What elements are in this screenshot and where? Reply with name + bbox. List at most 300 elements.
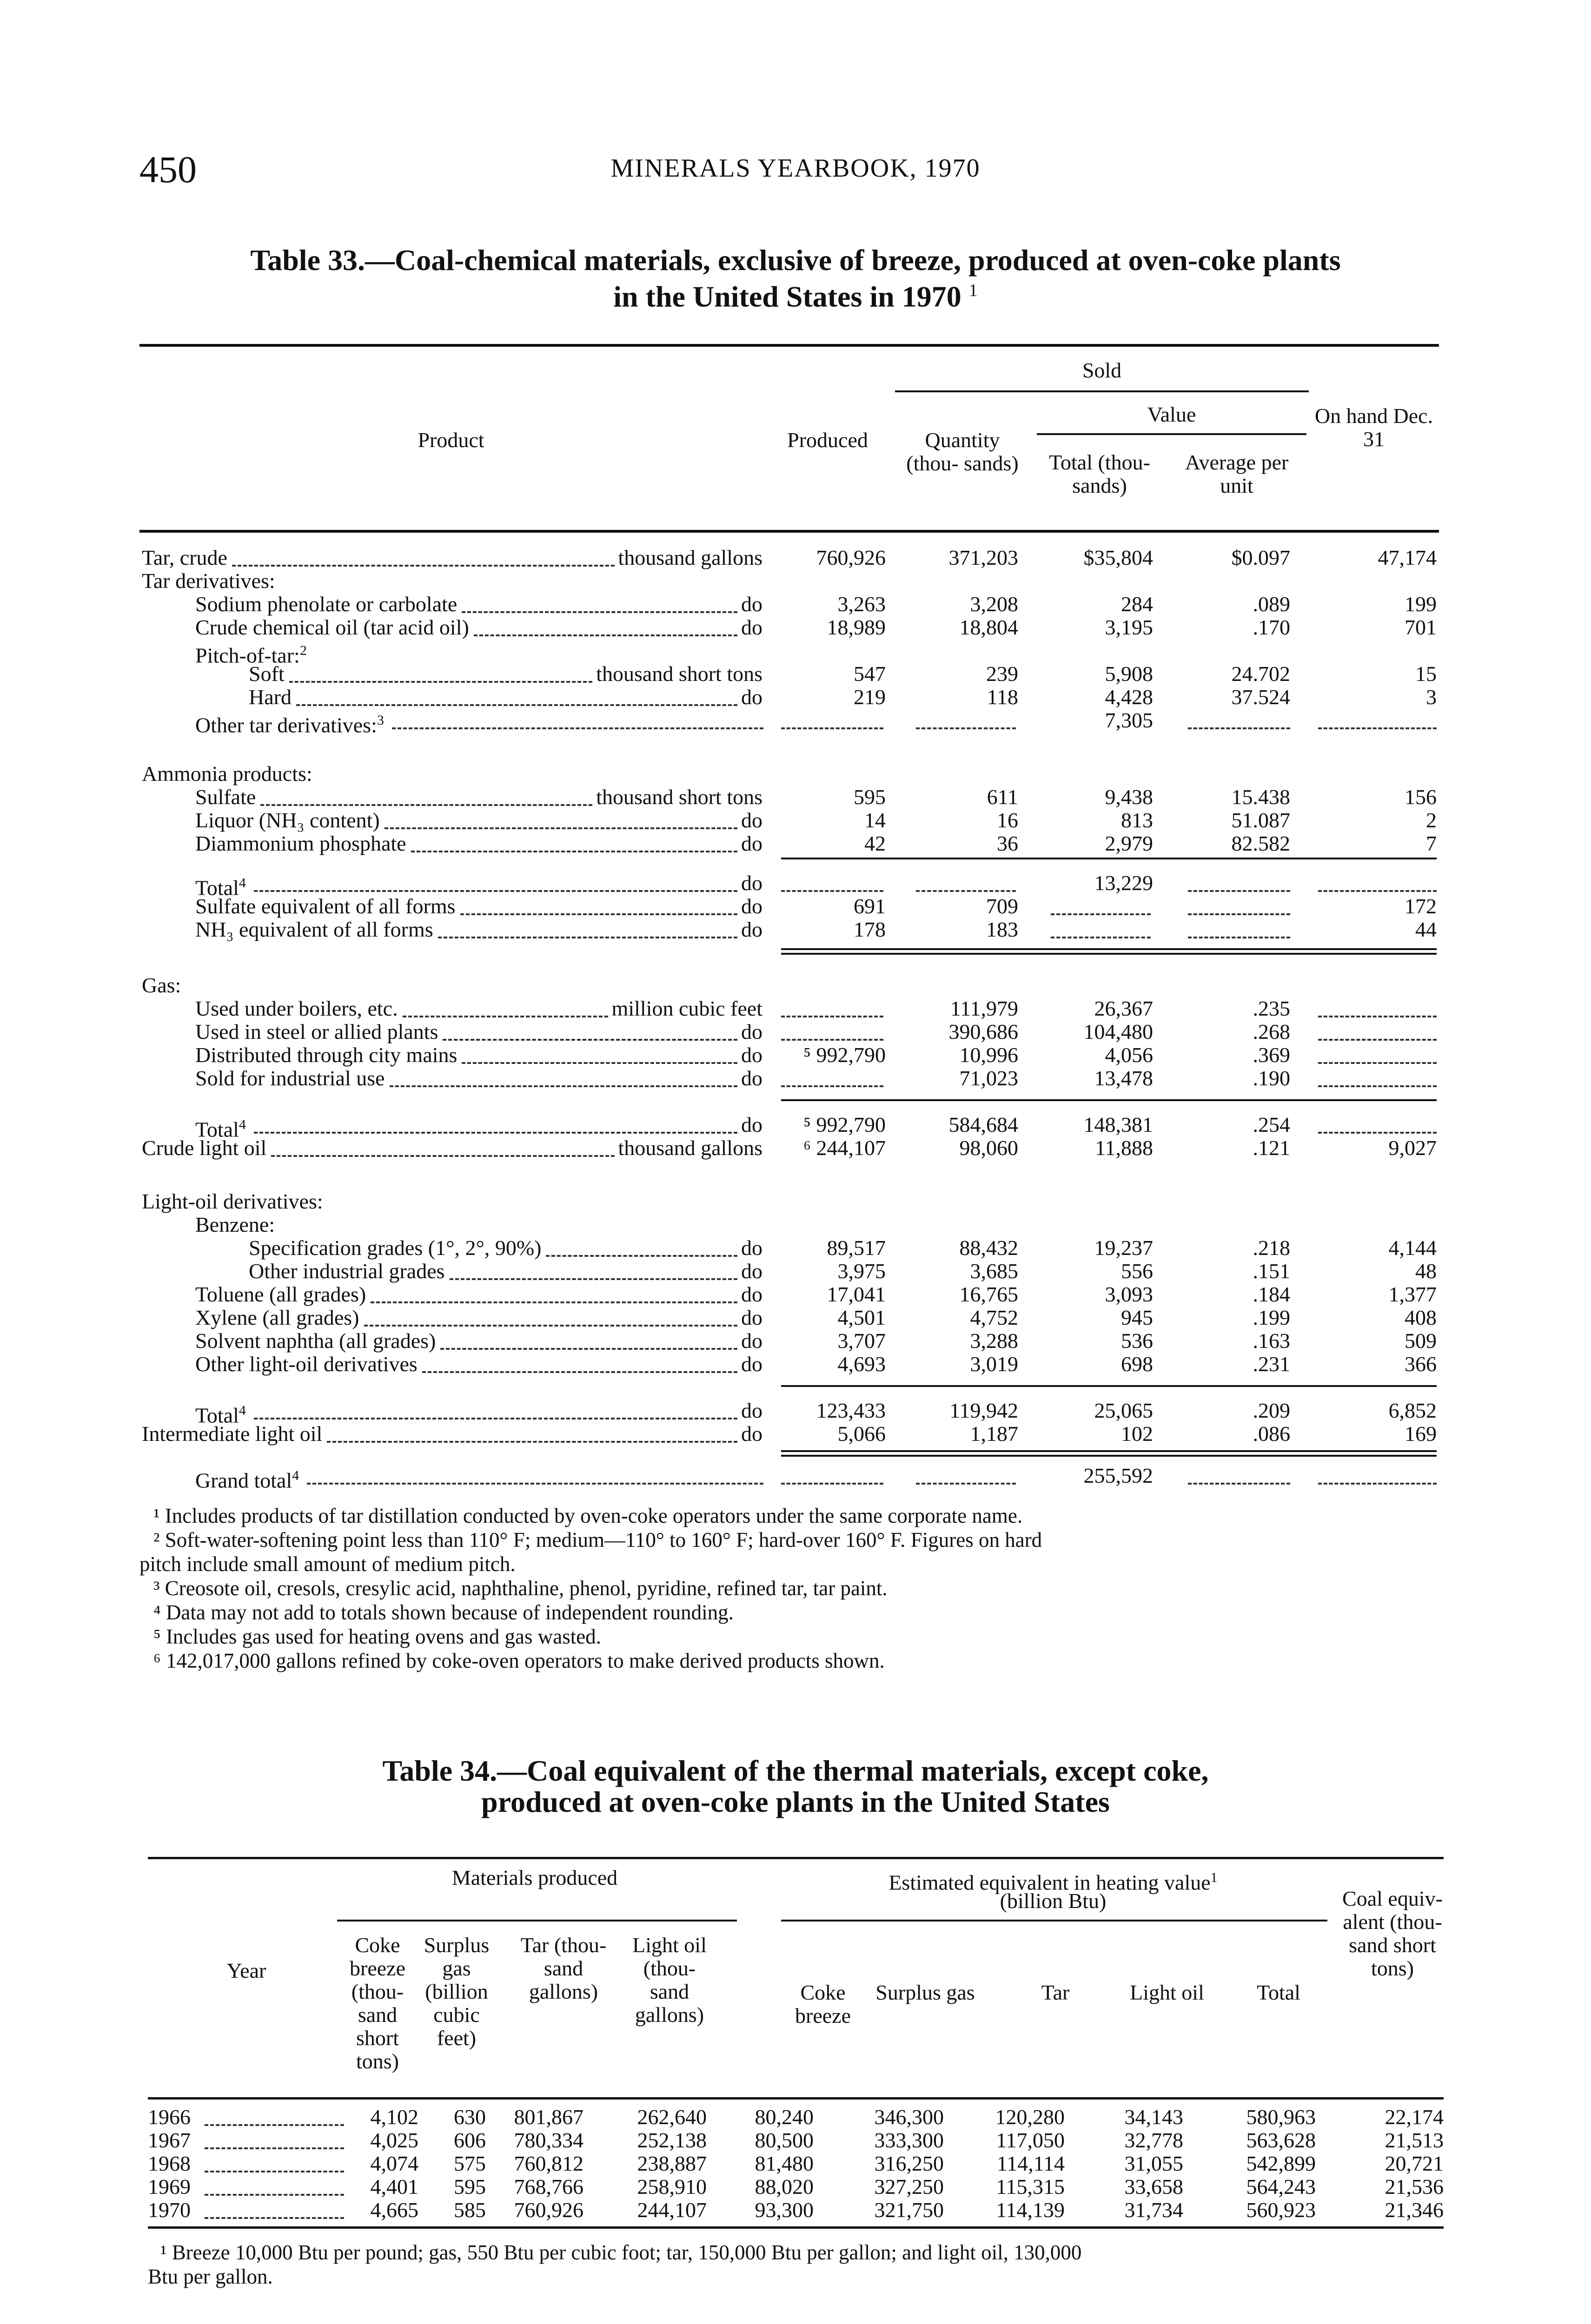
cell: 258,910 (637, 2175, 707, 2199)
cell-produced: 760,926 (816, 546, 886, 569)
cell: 244,107 (637, 2198, 707, 2222)
row-label: Diammonium phosphate (195, 832, 406, 855)
dot-leader (392, 727, 763, 729)
row-unit: thousand short tons (596, 785, 762, 809)
row-unit: do (741, 1259, 762, 1283)
cell-produced: 14 (864, 808, 886, 832)
running-title: MINERALS YEARBOOK, 1970 (610, 154, 981, 183)
cell: 88,020 (755, 2175, 814, 2199)
cell: 563,628 (1246, 2128, 1316, 2152)
dot-leader (384, 827, 737, 829)
header-bottom-rule (148, 2097, 1444, 2100)
cell-average: .231 (1253, 1352, 1290, 1376)
row-year: 1969 (148, 2175, 191, 2199)
row-label: Sulfate (195, 785, 256, 809)
row-unit: million cubic feet (611, 997, 762, 1020)
row-unit: do (741, 1020, 762, 1043)
row-unit: do (741, 1399, 762, 1422)
cell-produced: 89,517 (827, 1236, 886, 1260)
cell-onhand: 199 (1405, 592, 1437, 616)
cell-total: 698 (1121, 1352, 1153, 1376)
cell: 32,778 (1124, 2128, 1183, 2152)
sep-rule (781, 1450, 1437, 1452)
cell-onhand: 7 (1426, 832, 1437, 855)
cell: 21,513 (1385, 2128, 1444, 2152)
sep-rule (781, 953, 1437, 955)
cell-onhand: 172 (1405, 894, 1437, 918)
row-label: Used under boilers, etc. (195, 997, 398, 1020)
cell-quantity: 88,432 (959, 1236, 1018, 1260)
cell: 760,812 (514, 2152, 583, 2175)
dot-leader (296, 704, 737, 706)
footnote: ³ Creosote oil, cresols, cresylic acid, naphthaline, phenol, pyridine, refined tar, tar paint. (153, 1577, 888, 1600)
row-label: Solvent naphtha (all grades) (195, 1329, 436, 1353)
header-quantity: Quantity (thou- sands) (906, 428, 1019, 475)
row-label: Benzene: (195, 1213, 275, 1236)
cell: 93,300 (755, 2198, 814, 2222)
row-label: Grand total$^4$ (195, 1468, 299, 1492)
cell-total: 3,093 (1105, 1282, 1153, 1306)
dot-leader (254, 1132, 737, 1134)
footnote: ¹ Includes products of tar distillation conducted by oven-coke operators under the same corporate name. (153, 1504, 1023, 1527)
cell-total: 813 (1121, 808, 1153, 832)
row-unit: do (741, 1282, 762, 1306)
row-label: Specification grades (1°, 2°, 90%) (249, 1236, 542, 1260)
cell: 4,025 (370, 2128, 418, 2152)
row-label: Xylene (all grades) (195, 1306, 359, 1329)
row-year: 1968 (148, 2152, 191, 2175)
caption-footnote-ref: 1 (968, 281, 978, 300)
cell-total: 7,305 (1105, 708, 1153, 732)
dot-leader (781, 1483, 883, 1485)
cell: 262,640 (637, 2105, 707, 2129)
cell: 4,665 (370, 2198, 418, 2222)
cell-quantity: 3,019 (970, 1352, 1018, 1376)
dot-leader (289, 681, 593, 683)
cell-quantity: 18,804 (959, 615, 1018, 639)
cell: 760,926 (514, 2198, 583, 2222)
row-unit: do (741, 894, 762, 918)
cell: 252,138 (637, 2128, 707, 2152)
cell-onhand: 9,027 (1388, 1136, 1437, 1160)
cell: 80,240 (755, 2105, 814, 2129)
cell-produced: 219 (854, 685, 886, 709)
cell-quantity: 71,023 (959, 1066, 1018, 1090)
cell: 33,658 (1124, 2175, 1183, 2199)
dot-leader (1318, 1085, 1437, 1087)
row-unit: do (741, 808, 762, 832)
header-product: Product (418, 428, 484, 452)
cell-quantity: 16 (997, 808, 1018, 832)
cell: 120,280 (995, 2105, 1065, 2129)
cell: 560,923 (1246, 2198, 1316, 2222)
page-number: 450 (139, 148, 197, 191)
cell-quantity: 239 (986, 662, 1018, 686)
cell-quantity: 119,942 (949, 1399, 1018, 1422)
dot-leader (390, 1085, 737, 1087)
table33-caption-line1: Table 33.—Coal-chemical materials, exclusive of breeze, produced at oven-coke plants (250, 244, 1341, 277)
cell-produced: 4,693 (837, 1352, 886, 1376)
cell: 20,721 (1385, 2152, 1444, 2175)
footnote-ref: 4 (239, 875, 246, 891)
cell-onhand: 408 (1405, 1306, 1437, 1329)
cell: 346,300 (874, 2105, 944, 2129)
cell-total: 13,478 (1094, 1066, 1153, 1090)
cell: 4,102 (370, 2105, 418, 2129)
cell: 321,750 (874, 2198, 944, 2222)
header-materials: Materials produced (451, 1866, 618, 1889)
cell-total: 255,592 (1083, 1464, 1153, 1487)
dot-leader (364, 1325, 737, 1327)
cell-produced: ⁵ 992,790 (803, 1043, 886, 1067)
header-materials-col: Light oil (thou- sand gallons) (632, 1933, 707, 2027)
cell-onhand: 15 (1415, 662, 1437, 686)
dot-leader (1318, 1062, 1437, 1064)
cell-quantity: 10,996 (959, 1043, 1018, 1067)
row-unit: do (741, 832, 762, 855)
cell: 22,174 (1385, 2105, 1444, 2129)
row-label: Other industrial grades (249, 1259, 445, 1283)
row-label: Total$^4$ (195, 875, 246, 900)
sep-rule (781, 1099, 1437, 1101)
cell: 580,963 (1246, 2105, 1316, 2129)
row-unit: thousand gallons (618, 546, 762, 569)
footnote-ref: 2 (299, 643, 307, 658)
cell: 595 (454, 2175, 486, 2199)
cell-quantity: 709 (986, 894, 1018, 918)
footnote: ⁴ Data may not add to totals shown because of independent rounding. (153, 1601, 734, 1624)
cell: 4,074 (370, 2152, 418, 2175)
row-label: Used in steel or allied plants (195, 1020, 438, 1043)
row-label: Sulfate equivalent of all forms (195, 894, 456, 918)
cell: 780,334 (514, 2128, 583, 2152)
cell-average: 24.702 (1231, 662, 1290, 686)
cell: 117,050 (996, 2128, 1065, 2152)
cell-total: 19,237 (1094, 1236, 1153, 1260)
cell-average: .254 (1253, 1113, 1290, 1136)
cell: 606 (454, 2128, 486, 2152)
cell-produced: 547 (854, 662, 886, 686)
sold-rule (895, 390, 1309, 392)
cell-quantity: 584,684 (948, 1113, 1018, 1136)
cell-average: .369 (1253, 1043, 1290, 1067)
cell-produced: ⁶ 244,107 (803, 1136, 886, 1160)
cell-average: $0.097 (1231, 546, 1290, 569)
cell: 114,114 (996, 2152, 1065, 2175)
cell-produced: 4,501 (837, 1306, 886, 1329)
dot-leader (1318, 727, 1437, 729)
cell-average: .121 (1253, 1136, 1290, 1160)
cell-produced: ⁵ 992,790 (803, 1113, 886, 1136)
value-rule (1037, 433, 1306, 435)
cell-quantity: 390,686 (948, 1020, 1018, 1043)
dot-leader (1318, 890, 1437, 892)
row-label: Tar, crude (142, 546, 227, 569)
cell-quantity: 1,187 (970, 1422, 1018, 1446)
cell: 575 (454, 2152, 486, 2175)
footnote-ref: 1 (1210, 1870, 1218, 1885)
cell-produced: 178 (854, 918, 886, 941)
footnote: ² Soft-water-softening point less than 110° F; medium—110° to 160° F; hard-over 160° F. Figures on hard (153, 1528, 1042, 1552)
dot-leader (1051, 937, 1151, 938)
row-unit: do (741, 1352, 762, 1376)
dot-leader (260, 804, 592, 806)
row-label: Tar derivatives: (142, 569, 275, 593)
footnote: Btu per gallon. (148, 2265, 273, 2288)
row-label: Intermediate light oil (142, 1422, 323, 1446)
dot-leader (307, 1483, 763, 1485)
cell: 81,480 (755, 2152, 814, 2175)
cell-quantity: 371,203 (948, 546, 1018, 569)
cell-quantity: 118 (987, 685, 1018, 709)
dot-leader (1318, 1132, 1437, 1134)
cell-onhand: 44 (1415, 918, 1437, 941)
cell: 768,766 (514, 2175, 583, 2199)
footnote: ¹ Breeze 10,000 Btu per pound; gas, 550 Btu per cubic foot; tar, 150,000 Btu per gallon; and light oil, 130,000 (160, 2241, 1082, 2264)
header-estimated-col: Light oil (1130, 1981, 1204, 2004)
cell-average: .190 (1253, 1066, 1290, 1090)
cell-onhand: 509 (1405, 1329, 1437, 1353)
cell-average: .209 (1253, 1399, 1290, 1422)
cell: 630 (454, 2105, 486, 2129)
row-unit: do (741, 1329, 762, 1353)
cell-produced: 123,433 (816, 1399, 886, 1422)
cell-total: 25,065 (1094, 1399, 1153, 1422)
row-label: Liquor (NH₃ content) (195, 808, 380, 832)
header-total: Total (thou- sands) (1049, 450, 1150, 497)
cell-total: 104,480 (1083, 1020, 1153, 1043)
footnote: pitch include small amount of medium pitch. (139, 1552, 516, 1576)
cell-onhand: 2 (1426, 808, 1437, 832)
dot-leader (271, 1155, 614, 1157)
dot-leader (327, 1441, 737, 1443)
cell-onhand: 4,144 (1388, 1236, 1437, 1260)
header-estimated-col: Total (1257, 1981, 1300, 2004)
cell-produced: 5,066 (837, 1422, 886, 1446)
cell: 316,250 (874, 2152, 944, 2175)
cell-total: 102 (1121, 1422, 1153, 1446)
table34-top-rule (148, 1857, 1444, 1859)
row-unit: thousand gallons (618, 1136, 762, 1160)
row-unit: do (741, 1422, 762, 1446)
cell-average: .170 (1253, 615, 1290, 639)
cell-produced: 18,989 (827, 615, 886, 639)
row-label: Crude light oil (142, 1136, 267, 1160)
footnote-ref: 4 (239, 1403, 246, 1418)
header-year: Year (226, 1959, 266, 1982)
cell-total: 945 (1121, 1306, 1153, 1329)
header-value: Value (1147, 403, 1196, 426)
header-estimated-col: Coke breeze (795, 1981, 851, 2027)
cell-onhand: 3 (1426, 685, 1437, 709)
dot-leader (1188, 727, 1290, 729)
cell-total: 284 (1121, 592, 1153, 616)
row-label: Total$^4$ (195, 1117, 246, 1142)
footnote-ref: 4 (239, 1117, 246, 1132)
cell-total: 9,438 (1105, 785, 1153, 809)
row-label: Total$^4$ (195, 1403, 246, 1427)
table34-bottom-rule (148, 2226, 1444, 2229)
sep-rule (781, 948, 1437, 950)
dot-leader (1188, 1483, 1290, 1485)
row-label: Other tar derivatives:$^3$ (195, 713, 384, 737)
sep-rule (781, 858, 1437, 859)
dot-leader (1318, 1016, 1437, 1017)
dot-leader (254, 1418, 737, 1419)
row-year: 1967 (148, 2128, 191, 2152)
cell-total: 148,381 (1083, 1113, 1153, 1136)
cell: 31,055 (1124, 2152, 1183, 2175)
estimated-label: Estimated equivalent in heating value (888, 1870, 1211, 1895)
cell-onhand: 48 (1415, 1259, 1437, 1283)
cell: 4,401 (370, 2175, 418, 2199)
cell-total: 536 (1121, 1329, 1153, 1353)
row-unit: do (741, 1306, 762, 1329)
row-label: Crude chemical oil (tar acid oil) (195, 615, 469, 639)
row-unit: do (741, 871, 762, 895)
cell-average: .218 (1253, 1236, 1290, 1260)
cell-total: 26,367 (1094, 997, 1153, 1020)
cell-produced: 42 (864, 832, 886, 855)
cell-average: .268 (1253, 1020, 1290, 1043)
dot-leader (1318, 1039, 1437, 1041)
cell-average: 15.438 (1231, 785, 1290, 809)
dot-leader (232, 565, 615, 567)
cell-average: .086 (1253, 1422, 1290, 1446)
dot-leader (403, 1016, 608, 1017)
table33-caption-line2: in the United States in 1970 $^1$ (613, 280, 978, 313)
dot-leader (411, 851, 737, 852)
cell: 585 (454, 2198, 486, 2222)
footnote: ⁶ 142,017,000 gallons refined by coke-oven operators to make derived products shown. (153, 1649, 885, 1672)
cell: 801,867 (514, 2105, 583, 2129)
cell-average: .089 (1253, 592, 1290, 616)
cell: 564,243 (1246, 2175, 1316, 2199)
cell-produced: 595 (854, 785, 886, 809)
row-label: Sold for industrial use (195, 1066, 385, 1090)
cell-quantity: 111,979 (950, 997, 1018, 1020)
cell-produced: 17,041 (827, 1282, 886, 1306)
cell: 333,300 (874, 2128, 944, 2152)
cell-onhand: 47,174 (1378, 546, 1437, 569)
header-bottom-rule (139, 530, 1439, 533)
cell-onhand: 169 (1405, 1422, 1437, 1446)
cell: 21,536 (1385, 2175, 1444, 2199)
row-label: Sodium phenolate or carbolate (195, 592, 457, 616)
row-year: 1970 (148, 2198, 191, 2222)
cell-quantity: 183 (986, 918, 1018, 941)
cell-average: .163 (1253, 1329, 1290, 1353)
row-unit: do (741, 918, 762, 941)
header-onhand: On hand Dec. 31 (1314, 404, 1433, 451)
row-label: Other light-oil derivatives (195, 1352, 418, 1376)
row-unit: do (741, 592, 762, 616)
footnote-ref: 3 (377, 713, 384, 728)
cell-quantity: 16,765 (959, 1282, 1018, 1306)
dot-leader (254, 890, 737, 892)
cell-quantity: 36 (997, 832, 1018, 855)
cell: 238,887 (637, 2152, 707, 2175)
row-unit: do (741, 1236, 762, 1260)
header-average: Average per unit (1185, 450, 1289, 497)
footnote: ⁵ Includes gas used for heating ovens and gas wasted. (153, 1625, 601, 1648)
cell-quantity: 3,685 (970, 1259, 1018, 1283)
cell-total: $35,804 (1083, 546, 1153, 569)
cell-onhand: 1,377 (1388, 1282, 1437, 1306)
header-produced: Produced (787, 428, 868, 452)
row-label: NH₃ equivalent of all forms (195, 918, 433, 941)
dot-leader (1318, 1483, 1437, 1485)
header-materials-col: Surplus gas (billion cubic feet) (424, 1933, 490, 2050)
header-coal-equivalent: Coal equiv- alent (thou- sand short tons) (1342, 1887, 1443, 1980)
cell-average: .235 (1253, 997, 1290, 1020)
cell-average: 37.524 (1231, 685, 1290, 709)
cell-onhand: 701 (1405, 615, 1437, 639)
materials-rule (337, 1920, 737, 1921)
header-estimated-col: Tar (1041, 1981, 1070, 2004)
cell-produced: 691 (854, 894, 886, 918)
cell-onhand: 366 (1405, 1352, 1437, 1376)
cell-quantity: 98,060 (959, 1136, 1018, 1160)
row-year: 1966 (148, 2105, 191, 2129)
cell-average: 51.087 (1231, 808, 1290, 832)
cell-quantity: 3,288 (970, 1329, 1018, 1353)
cell-total: 11,888 (1095, 1136, 1153, 1160)
estimated-rule (781, 1920, 1327, 1921)
cell-total: 5,908 (1105, 662, 1153, 686)
cell-average: .199 (1253, 1306, 1290, 1329)
row-label: Distributed through city mains (195, 1043, 457, 1067)
sep-rule (781, 1455, 1437, 1457)
table34-caption-line1: Table 34.—Coal equivalent of the thermal materials, except coke, (382, 1754, 1209, 1787)
cell: 34,143 (1124, 2105, 1183, 2129)
cell-total: 556 (1121, 1259, 1153, 1283)
cell-quantity: 3,208 (970, 592, 1018, 616)
table34-caption-line2: produced at oven-coke plants in the United States (481, 1785, 1110, 1818)
header-materials-col: Coke breeze (thou- sand short tons) (350, 1933, 405, 2073)
dot-leader (1051, 913, 1151, 915)
cell-total: 4,056 (1105, 1043, 1153, 1067)
dot-leader (781, 727, 883, 729)
cell: 115,315 (996, 2175, 1065, 2199)
cell: 21,346 (1385, 2198, 1444, 2222)
row-label: Soft (249, 662, 285, 686)
row-unit: thousand short tons (596, 662, 762, 686)
cell-average: .151 (1253, 1259, 1290, 1283)
row-label: Light-oil derivatives: (142, 1189, 323, 1213)
dot-leader (1188, 890, 1290, 892)
header-billion: (billion Btu) (1000, 1889, 1107, 1913)
cell-produced: 3,707 (837, 1329, 886, 1353)
row-label: Ammonia products: (142, 762, 312, 786)
cell-total: 2,979 (1105, 832, 1153, 855)
row-label: Toluene (all grades) (195, 1282, 366, 1306)
header-estimated-col: Surplus gas (875, 1981, 975, 2004)
cell-total: 4,428 (1105, 685, 1153, 709)
cell-produced: 3,263 (837, 592, 886, 616)
cell-average: .184 (1253, 1282, 1290, 1306)
cell-total: 3,195 (1105, 615, 1153, 639)
dot-leader (371, 1301, 737, 1303)
cell: 80,500 (755, 2128, 814, 2152)
sep-rule (781, 1385, 1437, 1387)
cell-produced: 3,975 (837, 1259, 886, 1283)
row-unit: do (741, 1043, 762, 1067)
cell: 542,899 (1246, 2152, 1316, 2175)
row-label: Pitch-of-tar:$^2$ (195, 643, 307, 667)
cell: 114,139 (996, 2198, 1065, 2222)
cell-onhand: 156 (1405, 785, 1437, 809)
